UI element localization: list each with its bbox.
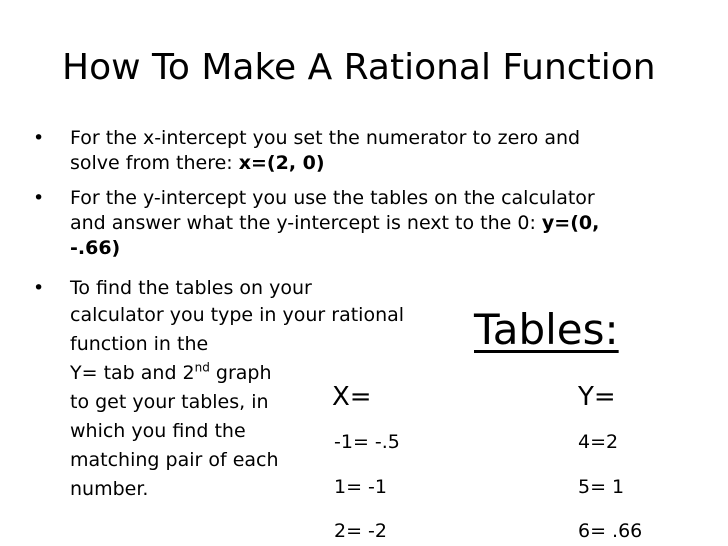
bullet-text: graph bbox=[209, 362, 272, 384]
bullet-text-line bbox=[70, 211, 728, 236]
bullet-text-line: To find the tables on your bbox=[70, 277, 312, 299]
y-value: 4=2 bbox=[578, 431, 619, 453]
y-column-header: Y= bbox=[578, 382, 616, 412]
x-intercept-answer: x=(2, 0) bbox=[238, 152, 325, 174]
bullet-text-line bbox=[70, 359, 728, 388]
y-value: 6= .66 bbox=[578, 520, 643, 542]
x-value: 2= -2 bbox=[334, 520, 387, 542]
x-value: 1= -1 bbox=[334, 476, 387, 498]
bullet-dot-icon: • bbox=[33, 277, 45, 299]
bullet-y-intercept bbox=[30, 186, 728, 261]
bullet-tables-instructions bbox=[30, 276, 728, 504]
bullet-text-line: For the y-intercept you use the tables on the calculator bbox=[70, 187, 595, 209]
bullet-text-line: to get your tables, in bbox=[70, 391, 269, 413]
slide-title: How To Make A Rational Function bbox=[62, 47, 656, 88]
superscript: nd bbox=[194, 360, 210, 375]
x-value: -1= -.5 bbox=[334, 431, 400, 453]
bullet-dot-icon: • bbox=[33, 187, 45, 209]
bullet-text-line: function in the bbox=[70, 333, 209, 355]
bullet-text-line: For the x-intercept you set the numerator to zero and bbox=[70, 127, 581, 149]
y-value: 5= 1 bbox=[578, 476, 625, 498]
y-intercept-answer-cont: -.66) bbox=[70, 237, 121, 259]
bullet-text-line: calculator you type in your rational bbox=[70, 304, 405, 326]
bullet-text-line: which you find the bbox=[70, 420, 246, 442]
bullet-dot-icon: • bbox=[33, 127, 45, 149]
y-intercept-answer: y=(0, bbox=[541, 212, 600, 234]
bullet-text-line: matching pair of each bbox=[70, 449, 279, 471]
bullet-text: and answer what the y-intercept is next to the 0: bbox=[70, 212, 542, 234]
bullet-text-line bbox=[70, 151, 728, 176]
bullet-x-intercept bbox=[30, 126, 728, 176]
tables-heading: Tables: bbox=[474, 305, 619, 354]
bullet-text: Y= tab and 2 bbox=[70, 362, 195, 384]
bullet-text-line: number. bbox=[70, 478, 149, 500]
x-column-header: X= bbox=[332, 382, 372, 412]
bullet-text: solve from there: bbox=[70, 152, 239, 174]
